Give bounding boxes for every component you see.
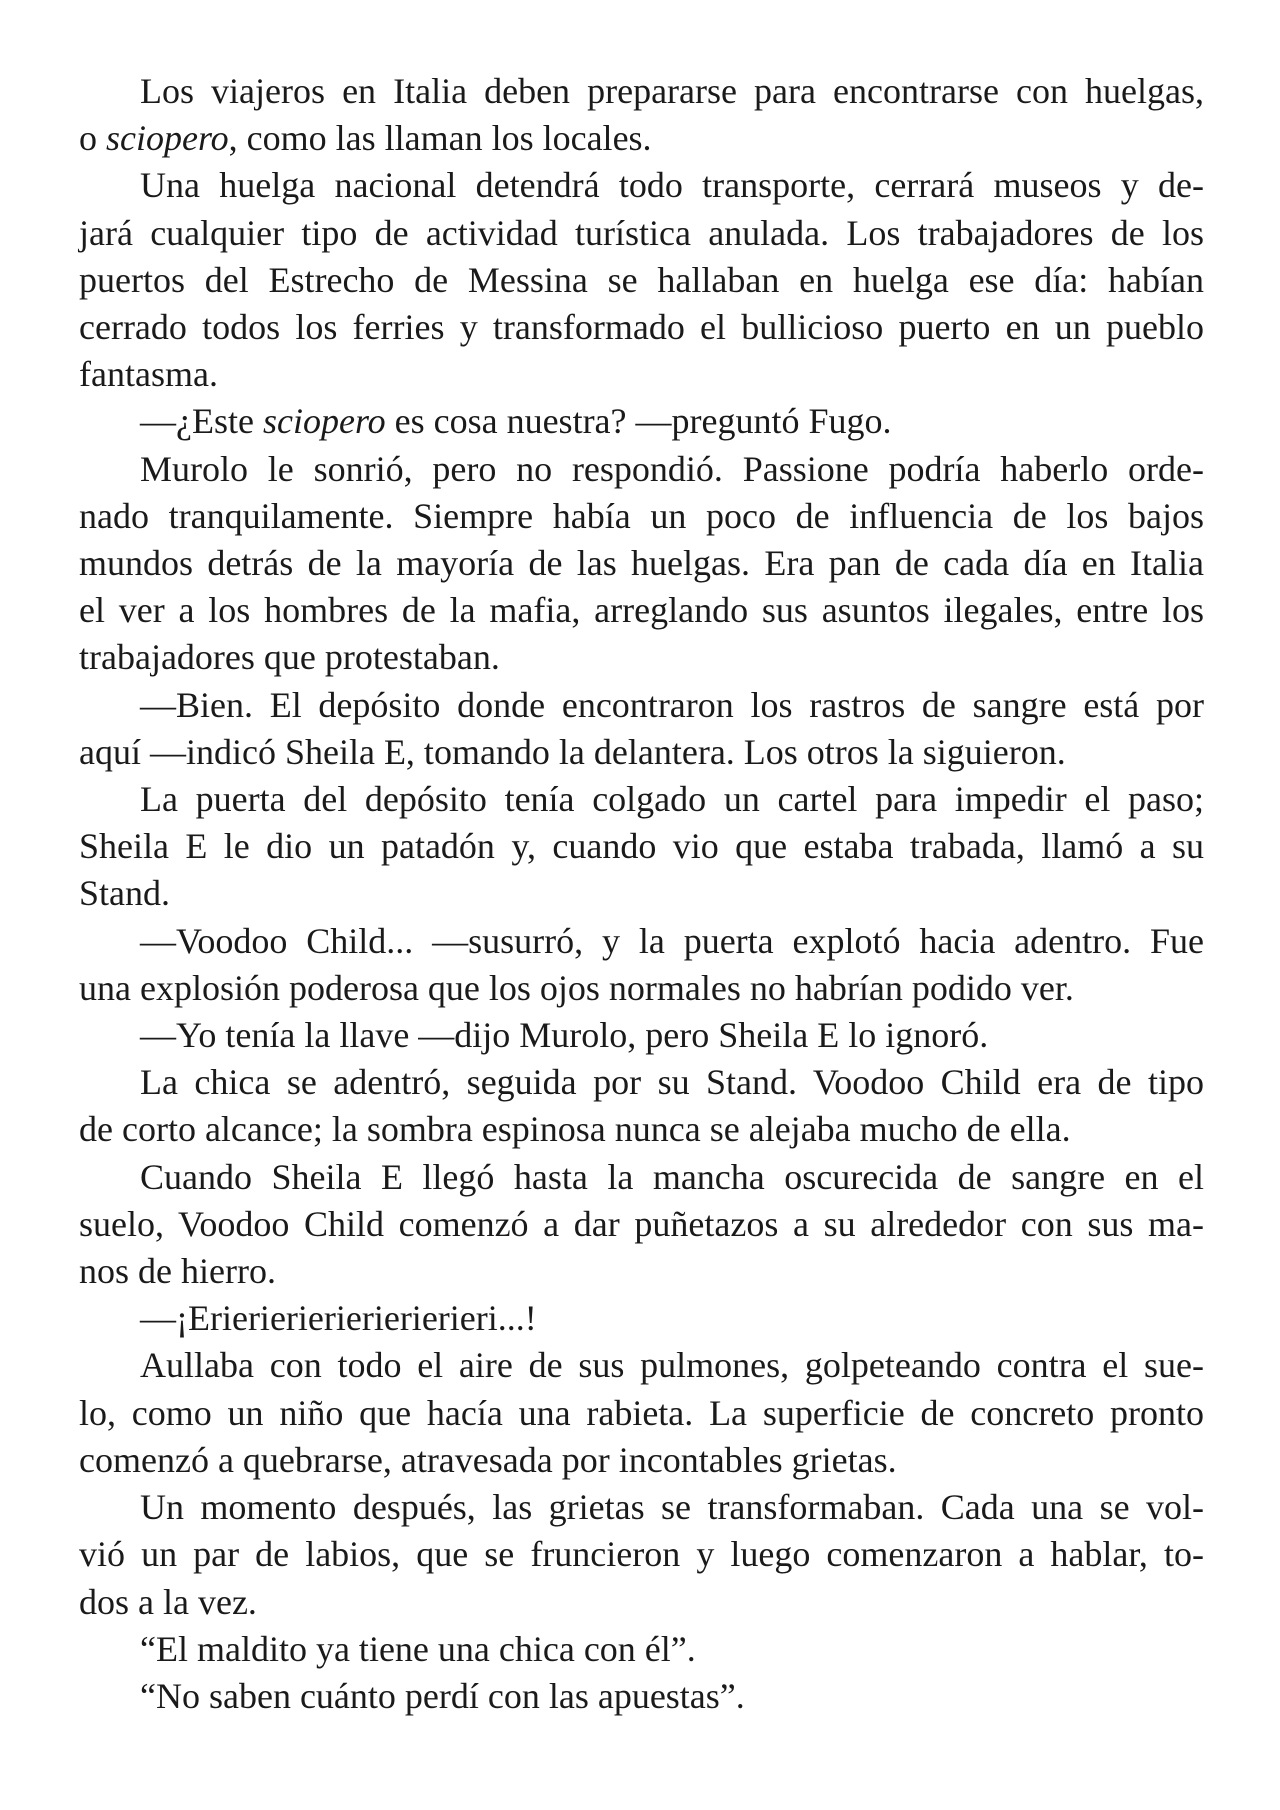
text-line: aquí —indicó Sheila E, tomando la delantera. Los otros la siguieron.	[79, 731, 1066, 772]
text-line: —Bien. El depósito donde encontraron los rastros de sangre está por	[140, 684, 1204, 725]
text-line: suelo, Voodoo Child comenzó a dar puñetazos a su alrededor con sus ma-	[79, 1203, 1204, 1244]
paragraph-3	[79, 398, 1204, 445]
text-line: trabajadores que protestaban.	[79, 637, 500, 678]
text-line: Una huelga nacional detendrá todo transporte, cerrará museos y de-	[140, 165, 1204, 206]
text-line: “No saben cuánto perdí con las apuestas”.	[140, 1675, 745, 1716]
text-line: dos a la vez.	[79, 1581, 257, 1622]
paragraph-4	[79, 446, 1204, 682]
text-line: Cuando Sheila E llegó hasta la mancha oscurecida de sangre en el	[140, 1156, 1204, 1197]
text-line: —Yo tenía la llave —dijo Murolo, pero Sheila E lo ignoró.	[140, 1015, 989, 1056]
text-line: —¡Erierierierierierierieri...!	[140, 1298, 537, 1339]
paragraph-2	[79, 162, 1204, 398]
text-line: La puerta del depósito tenía colgado un cartel para impedir el paso;	[140, 779, 1204, 820]
text-line: —Voodoo Child... —susurró, y la puerta explotó hacia adentro. Fue	[140, 920, 1204, 961]
paragraph-9	[79, 1059, 1204, 1153]
text-line: o sciopero, como las llaman los locales.	[79, 118, 652, 159]
text-line: —¿Este sciopero es cosa nuestra? —preguntó Fugo.	[140, 401, 892, 442]
text-line: comenzó a quebrarse, atravesada por incontables grietas.	[79, 1439, 897, 1480]
text-line: de corto alcance; la sombra espinosa nunca se alejaba mucho de ella.	[79, 1109, 1071, 1150]
paragraph-7	[79, 918, 1204, 1012]
paragraph-11	[79, 1295, 1204, 1342]
text-line: Un momento después, las grietas se transformaban. Cada una se vol-	[140, 1487, 1204, 1528]
paragraph-8	[79, 1012, 1204, 1059]
text-line: Sheila E le dio un patadón y, cuando vio que estaba trabada, llamó a su	[79, 826, 1204, 867]
paragraph-14	[79, 1626, 1204, 1673]
text-line: Stand.	[79, 873, 171, 914]
text-line: puertos del Estrecho de Messina se hallaban en huelga ese día: habían	[79, 259, 1204, 300]
italic-term: sciopero	[262, 401, 386, 442]
text-line: cerrado todos los ferries y transformado el bullicioso puerto en un pueblo	[79, 307, 1204, 348]
text-line: nos de hierro.	[79, 1251, 276, 1292]
paragraph-12	[79, 1342, 1204, 1484]
text-line: nado tranquilamente. Siempre había un poco de influencia de los bajos	[79, 495, 1204, 536]
text-line: fantasma.	[79, 354, 218, 395]
text-line: Aullaba con todo el aire de sus pulmones, golpeteando contra el sue-	[140, 1345, 1204, 1386]
paragraph-13	[79, 1484, 1204, 1626]
text-line: lo, como un niño que hacía una rabieta. La superficie de concreto pronto	[79, 1392, 1204, 1433]
text-line: “El maldito ya tiene una chica con él”.	[140, 1628, 696, 1669]
paragraph-6	[79, 776, 1204, 918]
paragraph-15	[79, 1673, 1204, 1720]
text-line: Los viajeros en Italia deben prepararse para encontrarse con huelgas,	[140, 71, 1204, 111]
text-line: jará cualquier tipo de actividad turística anulada. Los trabajadores de los	[79, 212, 1204, 253]
text-line: vió un par de labios, que se fruncieron y luego comenzaron a hablar, to-	[79, 1534, 1204, 1575]
book-page	[79, 68, 1204, 1720]
paragraph-5	[79, 682, 1204, 776]
text-line: mundos detrás de la mayoría de las huelgas. Era pan de cada día en Italia	[79, 543, 1204, 584]
paragraph-1	[79, 68, 1204, 162]
text-line: el ver a los hombres de la mafia, arreglando sus asuntos ilegales, entre los	[79, 590, 1204, 631]
paragraph-10	[79, 1154, 1204, 1296]
text-line: Murolo le sonrió, pero no respondió. Passione podría haberlo orde-	[140, 448, 1204, 489]
text-line: una explosión poderosa que los ojos normales no habrían podido ver.	[79, 967, 1074, 1008]
italic-term: sciopero	[106, 118, 229, 159]
text-line: La chica se adentró, seguida por su Stand. Voodoo Child era de tipo	[140, 1062, 1204, 1103]
